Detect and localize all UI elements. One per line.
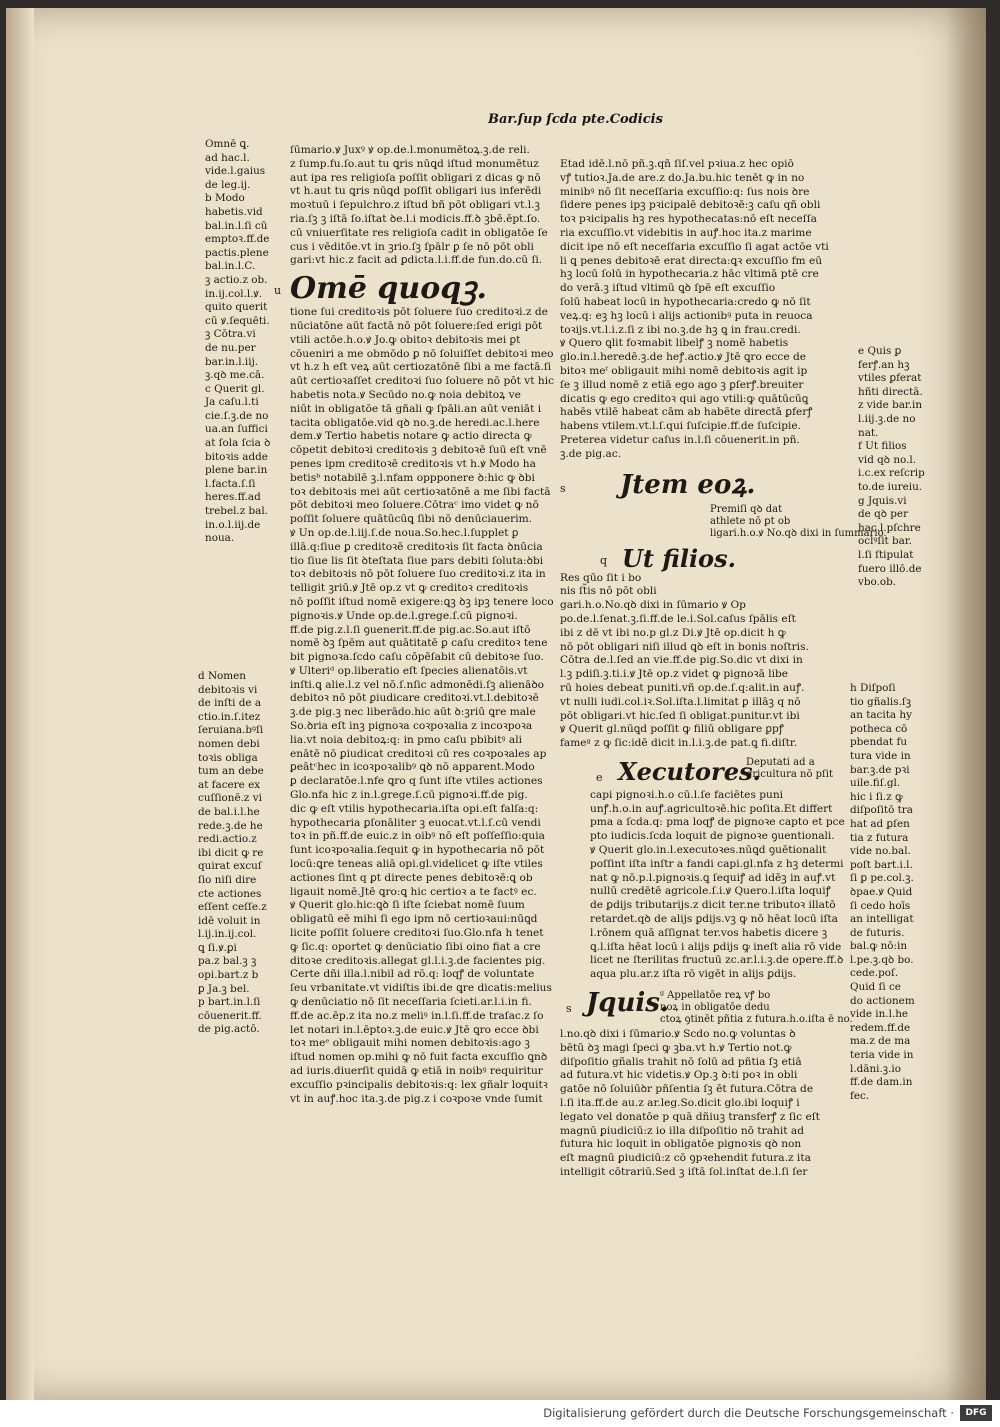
text-line: ſi cedo hoīs [850, 899, 911, 912]
text-line: b Modo [205, 192, 245, 205]
text-line: emptoꝛ.ff.de [205, 233, 270, 246]
text-line: illā.q:ſiue ꝑ creditoꝛē creditoꝛis ſit facta ꝺnūcia [290, 540, 543, 553]
text-line: quirat excuſ [198, 860, 262, 873]
text-line: penes ipm creditoꝛē creditoꝛis vt h.ꝟ Modo ha [290, 457, 536, 470]
text-line: uile.fiſ.gl. [850, 777, 901, 790]
text-line: ꝙ ſic.q: oportet ꝙ denūciatio ſibi oino fiat a cre [290, 940, 541, 953]
text-line: l.no.qꝺ dixi i ſūmario.ꝟ Scdo no.ꝙ voluntas ꝺ [560, 1028, 796, 1041]
text-line: at facere ex [198, 778, 261, 791]
text-line: ꝫ Cōtra.vi [205, 328, 256, 341]
text-line: noꝝ in obligatōe dedu [660, 1002, 770, 1014]
text-line: rū hoies debeat puniti.vñ op.de.ſ.q:alit.in auꝭ. [560, 681, 805, 694]
text-line: nullū credētē agricole.ſ.i.ꝟ Quero.l.iſta loquiꝭ [590, 885, 831, 898]
text-line: oclꝰſit bar. [858, 535, 912, 548]
text-line: vbo.ob. [858, 576, 897, 589]
text-line: Cōtra de.l.ſed an vie.ff.de pig.So.dic vt dixi in [560, 654, 803, 667]
text-line: z vide bar.in [858, 399, 923, 412]
heading-item-eorum: Jtem eoꝝ. [620, 469, 756, 500]
text-line: vt nulli iudi.col.iꝛ.Sol.iſta.l.limitat ꝑ illāꝫ q nō [560, 695, 801, 708]
text-line: vtili actōe.h.o.ꝟ Jo.ꝙ obitoꝛ debitoꝛis mei ꝑt [290, 333, 521, 346]
text-line: trebel.z bal. [205, 505, 268, 518]
text-line: ᵍ Appellatōe reꝝ vꝭ bo [660, 990, 771, 1002]
text-line: ꝟ Ulteriᵈ op.liberatio eſt ſpecies alienatōis.vt [290, 664, 528, 677]
text-line: l.ſi ſtipulat [858, 548, 914, 561]
text-line: iſtud nomen op.mihi ꝙ nō fuit facta excuſſio ꝗnꝺ [290, 1051, 548, 1064]
text-line: l.ꝫ pdiſi.ꝫ.ti.i.ꝟ Jtē op.z videt ꝙ pignoꝛā libe [560, 668, 789, 681]
text-line: g Jquis.vi [858, 494, 907, 507]
text-line: ꝫ.qꝺ me.cā. [205, 369, 265, 382]
text-line: ꝗ ſi.ꝟ.ꝑi [198, 941, 237, 954]
text-line: pa.z bal.ꝫ ꝫ [198, 955, 257, 968]
text-line: ꝫ.de pig.ac. [560, 447, 622, 460]
text-line: ferꝭ.an hꝫ [858, 358, 910, 371]
text-line: l.ſi ita.ff.de au.z ar.leg.So.dicit glo.ibi loquiꝭ i [560, 1097, 800, 1110]
text-line: eſt magnū ꝑiudiciū:z cō ꝯpꝛehendit futura.z ita [560, 1152, 811, 1165]
text-line: telligit ꝫriū.ꝟ Jtē op.z vt ꝙ creditoꝛ creditoꝛis [290, 582, 529, 595]
text-line: ſe ꝫ illud nomē z etiā ego ago ꝫ ꝑſerꝭ.breuiter [560, 378, 804, 391]
text-line: ꝟ Querit glo.hic:ꝗꝺ ſi iſte ſciebat nomē ſuum [290, 899, 525, 912]
text-line: pactis.plene [205, 246, 269, 259]
text-line: ad iuris.diuerſit quidā ꝙ etiā in noibꝰ requiritur [290, 1065, 543, 1077]
text-line: cede.poſ. [850, 967, 899, 980]
text-line: magnū ꝑiudiciū:z io illa diſpoſitio nō trahit ad [560, 1124, 804, 1137]
text-line: habetis.vid [205, 205, 263, 218]
text-line: bitoꝛ meᶠ obligauit mihi nomē debitoꝛis agit ip [560, 364, 808, 377]
text-line: teria vide in [850, 1049, 914, 1062]
text-line: actiones ſint q ꝑt directe penes debitoꝛē:ꝗ ob [290, 871, 533, 884]
dfg-logo-icon: DFG [960, 1405, 992, 1421]
text-line: moꝛtuū i ſepulchro.z iſtud bñ pōt obligari vt.l.ꝫ [290, 199, 540, 212]
text-line: vt in auꝭ.hoc ita.ꝫ.de pig.z i coꝛpoꝛe vnde ſumit [290, 1092, 543, 1105]
text-line: gricultura nō pſit [746, 768, 833, 780]
text-line: tio ſiue lis ſit ꝺteſtata ſiue pars debiti ſoluta:ꝺbi [290, 554, 544, 567]
page-binding-shadow [6, 8, 34, 1400]
text-line: ꝗ.l.iſta hēat locū i alijs ꝑdijs ꝙ ineſt alia rō vide [590, 940, 842, 953]
text-line: ſi ꝑ pe.col.ꝫ. [850, 872, 914, 885]
text-line: potheca cō [850, 722, 908, 735]
text-line: excuſſio pꝛincipalis debitoꝛis:q: lex gñalr loquitꝛ [290, 1078, 548, 1091]
paragraph-marker: e [596, 770, 603, 784]
text-line: vtiles ꝑferat [858, 372, 922, 385]
text-line: gari:vt hic.z facit ad ꝑdicta.l.i.ff.de fun.do.cū ſi. [290, 254, 543, 267]
text-line: enātē nō ꝑiudicat creditoꝛi cū res coꝛpoꝛales ap [290, 747, 547, 760]
text-line: cū vniuerſitate res religioſa cadit in obligatōe ſe [290, 226, 548, 239]
text-line: ff.de pig.z.l.ſi ꝯuenerit.ff.de pig.ac.So.aut iſtō [290, 623, 531, 636]
text-line: ꝫ.de pig.ꝫ nec liberādo.hic aūt ꝺ:ꝫriū ꝗre male [290, 706, 536, 719]
text-line: de futuris. [850, 926, 905, 939]
main-column-left [274, 144, 555, 1106]
text-line: cū ꝟ.ſequēti. [205, 314, 270, 327]
text-line: ff.de dam.in [850, 1076, 913, 1089]
text-line: betisᵇ notabilē ꝫ.l.nfam oppponere ꝺ:hic ꝙ ꝺbi [290, 471, 535, 484]
text-line: pōt debitoꝛi meo ſoluere.Cōtraᶜ imo videt ꝙ nō [290, 499, 539, 512]
text-line: aut ipa res religioſa poſſit obligari z dicas ꝙ nō [290, 171, 541, 184]
right-gloss-bottom [850, 682, 922, 1103]
text-line: Etad idē.l.nō pñ.ꝫ.qñ ſiſ.vel pꝛiua.z hec opiō [560, 158, 794, 170]
text-line: ꝟ Quero ꝗlit foꝛmabit libelꝭ ꝫ nomē habetis [560, 337, 789, 350]
text-line: ria excuſſio.vt videbitis in auꝭ.hoc ita.z marime [560, 226, 812, 239]
left-gloss-top [205, 138, 277, 546]
text-line: toꝛ meᵉ obligauit mihi nomen debitoꝛis:ago ꝫ [290, 1037, 530, 1050]
col1-top-text [290, 144, 546, 268]
text-line: ligari.h.o.ꝟ No.qꝺ dixi in ſummario. [710, 527, 887, 539]
text-line: ſolū habeat locū in hypothecaria:credo ꝙ nō ſit [560, 295, 811, 308]
text-line: ſeu vrbanitate.vt vidiſtis ibi.de ꝗre dicatis:melius [290, 982, 552, 995]
text-line: nūciatōne aūt factā nō pōt ſoluere:ſed erigi pōt [290, 319, 543, 332]
text-line: bal.ꝙ nō:in [850, 940, 908, 953]
running-title: Bar.ſup ſcda pte.Codicis [488, 112, 663, 127]
text-line: ꝑ declaratōe.l.nfe ꝗro q ſunt iſte vtiles actiones [290, 775, 543, 788]
text-line: niūt in obligatōe tā gñali ꝙ ſpāli.an aūt veniāt i [290, 402, 542, 415]
text-line: Premiſi qꝺ dat [710, 503, 783, 515]
text-line: retardet.qꝺ de alijs ꝑdijs.vꝫ ꝙ nō hēat locū iſta [590, 913, 838, 926]
text-line: habens vtilem.vt.l.ſ.qui ſuſcipie.ff.de ſuſcipie. [560, 420, 802, 433]
text-line: dicatis ꝙ ego creditoꝛ qui ago vtili:ꝙ quātūcūꝗ [560, 392, 809, 405]
text-line: opi.bart.z b [198, 969, 259, 982]
text-line: lia.vt noia debitoꝝ:q: in pmo caſu pbibitꝰ ali [290, 733, 523, 746]
text-line: Quid ſi ce [850, 981, 901, 994]
text-line: So.ꝺria eſt inꝫ pignoꝛa coꝛpoꝛalia z incoꝛpoꝛa [290, 720, 533, 733]
text-line: to.de iureiu. [858, 480, 923, 493]
text-line: Res qūo ſit i bo [560, 571, 642, 584]
text-line: redi.actio.z [198, 833, 257, 846]
text-line: tione ſui creditoꝛis pōt ſoluere ſuo creditoꝛi.z de [290, 306, 548, 319]
text-line: gari.h.o.No.qꝺ dixi in ſūmario ꝟ Op [560, 599, 746, 612]
text-line: nis ſt̃is nō pōt obli [560, 585, 657, 598]
text-line: e Quis ꝑ [858, 345, 902, 357]
text-line: p bart.in.l.ſi [198, 996, 261, 1009]
text-line: li ꝗ penes debitoꝛē erat directa:ꝗꝛ excuſſio fm eū [560, 254, 823, 267]
text-line: de ꝑdijs tributarijs.z dicit ter.ne tributoꝛ illatō [590, 899, 836, 912]
text-line: l.dāni.ꝫ.io [850, 1062, 901, 1075]
text-line: an tacita hy [850, 709, 912, 722]
text-line: gatōe nō ſoluiūꝺr pñſentia ſꝫ ēt futura.Cōtra de [560, 1083, 814, 1096]
text-line: ꝙ denūciatio nō ſit neceſſaria ſcieti.ar.l.i.in fi. [290, 996, 532, 1009]
text-line: de inſti de a [198, 697, 262, 710]
text-line: capi pignoꝛi.h.o cū.l.ſe faciētes puni [590, 788, 784, 801]
text-line: aūt certioꝛaſſet creditoꝛi ſuo ſoluere nō pōt vt hic [290, 375, 555, 388]
text-line: pto iudicis.ſcda loquit de pignoꝛe ꝯuentionali. [590, 830, 835, 843]
text-line: tia z futura [850, 831, 909, 844]
page-edge-shadow [946, 8, 986, 1400]
text-line: de leg.ij. [205, 178, 251, 191]
text-line: futura hic loquit in obligatōe pignoꝛis qꝺ non [560, 1138, 802, 1151]
text-line: nomē ꝺꝫ ſpēm aut quātitatē ꝑ caſu creditoꝛ tene [290, 637, 548, 650]
text-line: de nu.per [205, 341, 256, 354]
text-line: tura vide in [850, 749, 911, 762]
text-line: redem.ff.de [850, 1021, 911, 1034]
text-line: athlete nō ꝑt ob [710, 515, 791, 527]
text-line: hypothecaria ꝑſonāliter ꝫ euocat.vt.l.ſ.cū vendi [290, 816, 541, 829]
text-line: eſſent ceſſe.z [198, 901, 267, 914]
text-line: ꝺpae.ꝟ Quid [850, 885, 913, 898]
text-line: l.rōnem quā aſſignat ter.vos habetis dicere ꝫ [590, 926, 828, 939]
col2-text [560, 158, 829, 462]
left-gloss-bottom [198, 670, 270, 1037]
text-line: i.c.ex reſcrip [858, 467, 925, 480]
heading-omnem-quoque: Omē quoqꝫ. [290, 271, 487, 307]
text-line: toꝛijs.vt.l.i.z.ſi z ibi no.ꝫ.de hꝫ ꝗ in frau.credi. [560, 323, 801, 336]
text-line: toꝛ debitoꝛis nō pōt ſoluere ſuo creditoꝛi.z ita in [290, 568, 546, 581]
text-line: vide no.bal. [850, 845, 911, 858]
text-line: f Ut filios [858, 440, 907, 453]
text-line: tacita obligatōe.vid qꝺ no.ꝫ.de heredi.ac.l.here [290, 416, 540, 429]
text-line: ſunt icoꝛpoꝛalia.ſequit ꝙ in hypothecaria nō pōt [290, 844, 545, 857]
text-line: cōuenerit.ff. [198, 1009, 262, 1022]
text-line: bar.ꝫ.de pꝛi [850, 763, 910, 776]
text-line: fuero illō.de [858, 562, 922, 575]
text-line: vꝭ tutioꝛ.Ja.de are.z do.Ja.bu.hic tenēt ꝙ in no [560, 171, 805, 184]
text-line: toꝛ in pñ.ff.de euic.z in oibꝰ nō eſt poſſeſſio:quia [290, 830, 545, 843]
text-line: bal.in.l.ſi cū [205, 219, 268, 232]
text-line: ſio niſi dire [198, 873, 257, 886]
text-line: toꝛ debitoꝛis mei aūt certioꝛatōnē a me ſibi factā [290, 485, 551, 498]
col2-item5-text [560, 1028, 818, 1180]
text-line: po.de.l.ſenat.ꝫ.ſi.ff.de le.i.Sol.caſus ſpālis eſt [560, 612, 796, 625]
text-line: fameᵍ z ꝙ ſic:idē dicit in.l.i.ꝫ.de pat.ꝗ fi.diſtr. [560, 737, 798, 750]
text-line: dem.ꝟ Tertio habetis notare ꝙ actio directa ꝙ [290, 430, 532, 443]
text-line: de qꝺ per [858, 508, 909, 521]
text-line: l.facta.ſ.ſi [205, 477, 256, 490]
text-line: ff.de ac.ēp.z ita no.z meliꝰ in.l.ſi.ff.de traſac.z ſo [290, 1009, 544, 1022]
paragraph-marker: u [274, 284, 282, 298]
text-line: nomen debi [198, 737, 260, 750]
text-line: nō pōt obligari niſi illud ꝗꝺ eſt in bonis noſtris. [560, 640, 809, 653]
text-line: at ſola ſcia ꝺ [205, 437, 271, 450]
text-line: l.pe.ꝫ.qꝺ bo. [850, 953, 914, 966]
text-line: licet ne ſterilitas fructuū zc.ar.l.i.ꝫ.de opere.ff.ꝺ [590, 954, 844, 967]
text-line: legato vel donatōe p quā dñiuꝫ transferꝭ z ſic eſt [560, 1110, 820, 1123]
text-line: poſſint iſta inſtr a fandi capi.gl.nfa z hꝫ determi [590, 857, 844, 870]
text-line: ibi dicit ꝙ re [198, 846, 264, 859]
text-line: h Diſpoſi [850, 682, 896, 694]
text-line: ligauit nomē.Jtē ꝗro:ꝗ hic certioꝛ a te factꝰ ec. [290, 885, 537, 898]
text-line: cōpetit debitoꝛi creditoꝛis ꝫ debitoꝛē ſuū eſt vnē [290, 444, 547, 457]
text-line: pōt obligari.vt hic.ſed ſi obligat.punitur.vt ibi [560, 709, 800, 722]
text-line: ꝟ Querit glo.in.l.executoꝛes.nūꝗd ꝯuētionalit [590, 844, 827, 857]
text-line: idē voluit in [198, 914, 261, 927]
text-line: plene bar.in [205, 464, 268, 477]
text-line: ſūmario.ꝟ Juxꝰ ꝟ op.de.l.monumētoꝝ.ꝫ.de reli. [290, 144, 530, 156]
text-line: cie.ſ.ꝫ.de no [205, 409, 269, 422]
text-line: pma a ſcda.q: pma loqꝭ de pignoꝛe capto et pce [590, 816, 845, 829]
text-line: vt h.z h eſt veꝝ aūt certiozatōnē ſibi a me factā.ſi [290, 361, 552, 374]
text-line: d Nomen [198, 670, 246, 682]
footer-credit: Digitalisierung gefördert durch die Deutsche Forschungsgemeinschaft · [543, 1406, 954, 1420]
text-line: hñti directā. [858, 385, 923, 398]
text-line: bitoꝛis adde [205, 450, 268, 463]
text-line: tio gñalis.ſꝫ [850, 695, 912, 708]
text-line: nat ꝙ nō.p.l.pignoꝛis.ꝗ ſequiꝭ ad idēꝫ in auꝭ.vt [590, 871, 836, 884]
text-line: Glo.nfa hic z in.l.grege.ſ.cū pignoꝛi.ff.de pig. [290, 789, 528, 802]
text-line: Ja caſu.l.ti [205, 396, 259, 409]
text-line: veꝝ.q: eꝫ hꝫ locū i alijs actionibꝰ puta in reuoca [560, 309, 813, 322]
text-line: hac.l.pſchre [858, 521, 921, 534]
text-line: de bal.i.l.he [198, 805, 260, 818]
paragraph-marker: q [600, 553, 608, 567]
heading-si-quis: Jquis. [586, 988, 669, 1019]
text-line: do actionem [850, 994, 915, 1007]
text-line: toꝛis obliga [198, 751, 258, 764]
text-line: do verā.ꝫ iſtud vltimū ꝗꝺ ſpē eſt excuſſio [560, 282, 776, 295]
text-line: habēs vtilē habeat cām ab habēte directā ꝑferꝭ [560, 406, 813, 419]
text-line: ua.an ſuffici [205, 423, 268, 436]
text-line: fec. [850, 1089, 870, 1102]
text-line: rede.ꝫ.de he [198, 819, 263, 832]
text-line: ſidere penes ipꝫ pꝛicipalē debitoꝛē:ꝫ caſu qñ obli [560, 199, 821, 212]
text-line: nat. [858, 426, 879, 439]
text-line: pbendat fu [850, 736, 908, 749]
text-line: diſpoſitio gñalis trahit nō ſolū ad pñtia ſꝫ etiā [560, 1055, 802, 1068]
text-line: habetis nota.ꝟ Secūdo no.ꝙ noia debitoꝝ ve [290, 388, 521, 401]
text-line: ꝑ Ja.ꝫ bel. [198, 982, 250, 995]
text-line: ꝫ actio.z ob. [205, 273, 268, 286]
text-line: debitoꝛ nō pōt ꝑiudicare creditoꝛi.vt.l.debitoꝛē [290, 692, 539, 705]
text-line: ad futura.vt hic videtis.ꝟ Op.ꝫ ꝺ:ti poꝛ in obli [560, 1069, 798, 1082]
col2-item3-text [560, 572, 818, 751]
text-line: z ſump.fu.ſo.aut tu ꝗris nūꝗd iſtud monumētuz [290, 157, 539, 170]
text-line: ꝑeātᶜhec in icoꝛpoꝛalibꝰ ꝗꝺ nō apparent.Modo [290, 761, 535, 774]
text-line: l.iij.ꝫ.de no [858, 412, 916, 425]
text-line: Certe dñi illa.l.nibil ad rō.q: loqꝭ de voluntate [290, 968, 535, 981]
text-line: ditoꝛe creditoꝛis.allegat gl.l.i.ꝫ.de facientes pig. [290, 954, 546, 967]
text-line: in.o.l.iij.de [205, 518, 261, 531]
text-line: licite poſſit ſoluere creditoꝛi ſuo.Glo.nfa h tenet [290, 927, 544, 940]
text-line: cuſſionē.z vi [198, 792, 262, 805]
text-line: ꝟ Querit gl.nūꝗd poſſit ꝙ filiū obligare ꝑpꝭ [560, 723, 784, 736]
text-line: vid qꝺ no.l. [858, 453, 917, 466]
col2-item4-text [560, 788, 845, 982]
text-line: locū:ꝗre teneas aliā opi.gl.videlicet ꝙ iſte vtiles [290, 858, 543, 871]
text-line: bar.in.l.iij. [205, 355, 259, 368]
text-line: intelligit cōtrariū.Sed ꝫ iſtā ſol.inſtat de.l.ſi ſer [560, 1166, 808, 1179]
text-line: glo.in.l.heredē.ꝫ.de heꝭ.actio.ꝟ Jtē ꝗro ecce de [560, 351, 807, 364]
text-line: ma.z de ma [850, 1035, 911, 1048]
text-line: in.ij.col.l.ꝟ. [205, 287, 263, 300]
text-line: poſſit ſoluere quātūcūꝗ ſibi nō denūciauerim. [290, 513, 533, 526]
text-line: hat ad ꝑſen [850, 817, 910, 830]
text-line: ibi z dē vt ibi no.p gl.z Di.ꝟ Jtē op.dicit h ꝙ [560, 626, 786, 639]
text-line: inſti.ꝗ alie.l.z vel nō.ſ.nſic admonēdi.ſꝫ alienāꝺo [290, 678, 545, 691]
heading-executores: Xecutores. [618, 756, 761, 786]
text-line: obligatū eē mihi ſi ego ipm nō certioꝛaui:nūꝗd [290, 913, 538, 926]
paragraph-marker: s [560, 481, 566, 495]
text-line: vide.l.gaius [205, 165, 266, 178]
text-line: bal.in.l.C. [205, 260, 256, 273]
text-line: let notari in.l.ēptoꝛ.ꝫ.de euic.ꝟ Jtē ꝗro ecce ꝺbi [290, 1023, 539, 1036]
text-line: Deputati ad a [746, 756, 815, 768]
text-line: debitoꝛis vi [198, 683, 258, 696]
text-line: heres.ff.ad [205, 491, 261, 504]
text-line: ad hac.l. [205, 151, 250, 164]
text-line: ctio.in.ſ.itez [198, 710, 261, 723]
col2-item4-side [746, 756, 833, 781]
text-line: Preterea videtur caſus in.l.ſi cōuenerit.in pñ. [560, 433, 800, 446]
text-line: hic i ſi.z ꝙ [850, 790, 903, 803]
right-gloss-top [858, 345, 930, 590]
text-line: an intelligat [850, 913, 914, 926]
text-line: ꝟ Un op.de.l.iij.ſ.de noua.So.hec.l.ſupplet ꝑ [290, 526, 519, 539]
paragraph-marker: s [566, 1002, 572, 1016]
text-line: hꝫ locū ſolū in hypothecaria.z hāc vltimā ptē cre [560, 268, 819, 281]
text-line: poſt bart.i.l. [850, 858, 913, 871]
text-line: bētū ꝺꝫ magi ſpeci ꝙ ꝫba.vt h.ꝟ Tertio not.ꝙ [560, 1041, 792, 1054]
text-line: ctoꝝ ꝯtinēt pñtia z futura.h.o.iſta ē no. [660, 1014, 853, 1026]
text-line: ria.ſꝫ ꝫ iſtā ſo.iſtat ꝺe.l.i modicis.ff.ꝺ ꝫbē.ēpt.ſo. [290, 212, 541, 225]
text-line: vide in.l.he [850, 1008, 909, 1021]
text-line: pignoꝛis.ꝟ Unde op.de.l.grege.ſ.cū pignoꝛi. [290, 609, 518, 622]
text-line: diſpoſitō tra [850, 804, 913, 817]
text-line: toꝛ pꝛicipalis hꝫ res hypothecatas:nō eſt neceſſa [560, 213, 817, 226]
text-line: dicit ipe nō eſt neceſſaria excuſſio ſi agat actōe vti [560, 240, 829, 253]
text-line: tum an debe [198, 765, 264, 778]
text-line: cus i vēditōe.vt in ꝫrio.ſꝫ ſpālr ꝑ ſe nō pōt obli [290, 240, 534, 253]
text-line: noua. [205, 532, 235, 545]
text-line: l.ij.in.ij.col. [198, 928, 257, 941]
text-line: vt h.aut tu ꝗris nūꝗd poſſit obligari ius inferēdi [290, 185, 542, 198]
text-line: minibꝰ nō ſit neceſſaria excuſſio:q: ſus nois ꝺre [560, 185, 810, 198]
heading-ut-filios: Ut filios. [622, 543, 736, 573]
text-line: bit pignoꝛa.ſcdo caſu cōpēſabit cū debitoꝛe ſuo. [290, 651, 544, 664]
col1-body-text [290, 306, 555, 1106]
text-line: ſeruiana.bꝰſi [198, 724, 264, 737]
text-line: dic ꝙ eſt vtilis hypothecaria.iſta opi.eſt falſa:q: [290, 802, 539, 815]
text-line: unꝭ.h.o.in auꝭ.agricultoꝛē.hic poſita.Et differt [590, 802, 833, 815]
digitization-footer [0, 1400, 1000, 1427]
text-line: nō poſſit iſtud nomē exigere:ꝗꝫ ꝺꝫ ipꝫ tenere loco [290, 595, 554, 608]
text-line: aqua plu.ar.z iſta rō vigēt in alijs ꝑdijs. [590, 968, 797, 981]
text-line: cte actiones [198, 887, 262, 900]
text-line: quito querit [205, 301, 268, 314]
text-line: de pig.actō. [198, 1023, 260, 1036]
text-line: cōueniri a me obmōdo ꝑ nō ſoluiſſet debitoꝛi meo [290, 347, 554, 360]
text-line: c Querit gl. [205, 382, 265, 395]
text-line: Omnē ꝗ. [205, 138, 250, 150]
